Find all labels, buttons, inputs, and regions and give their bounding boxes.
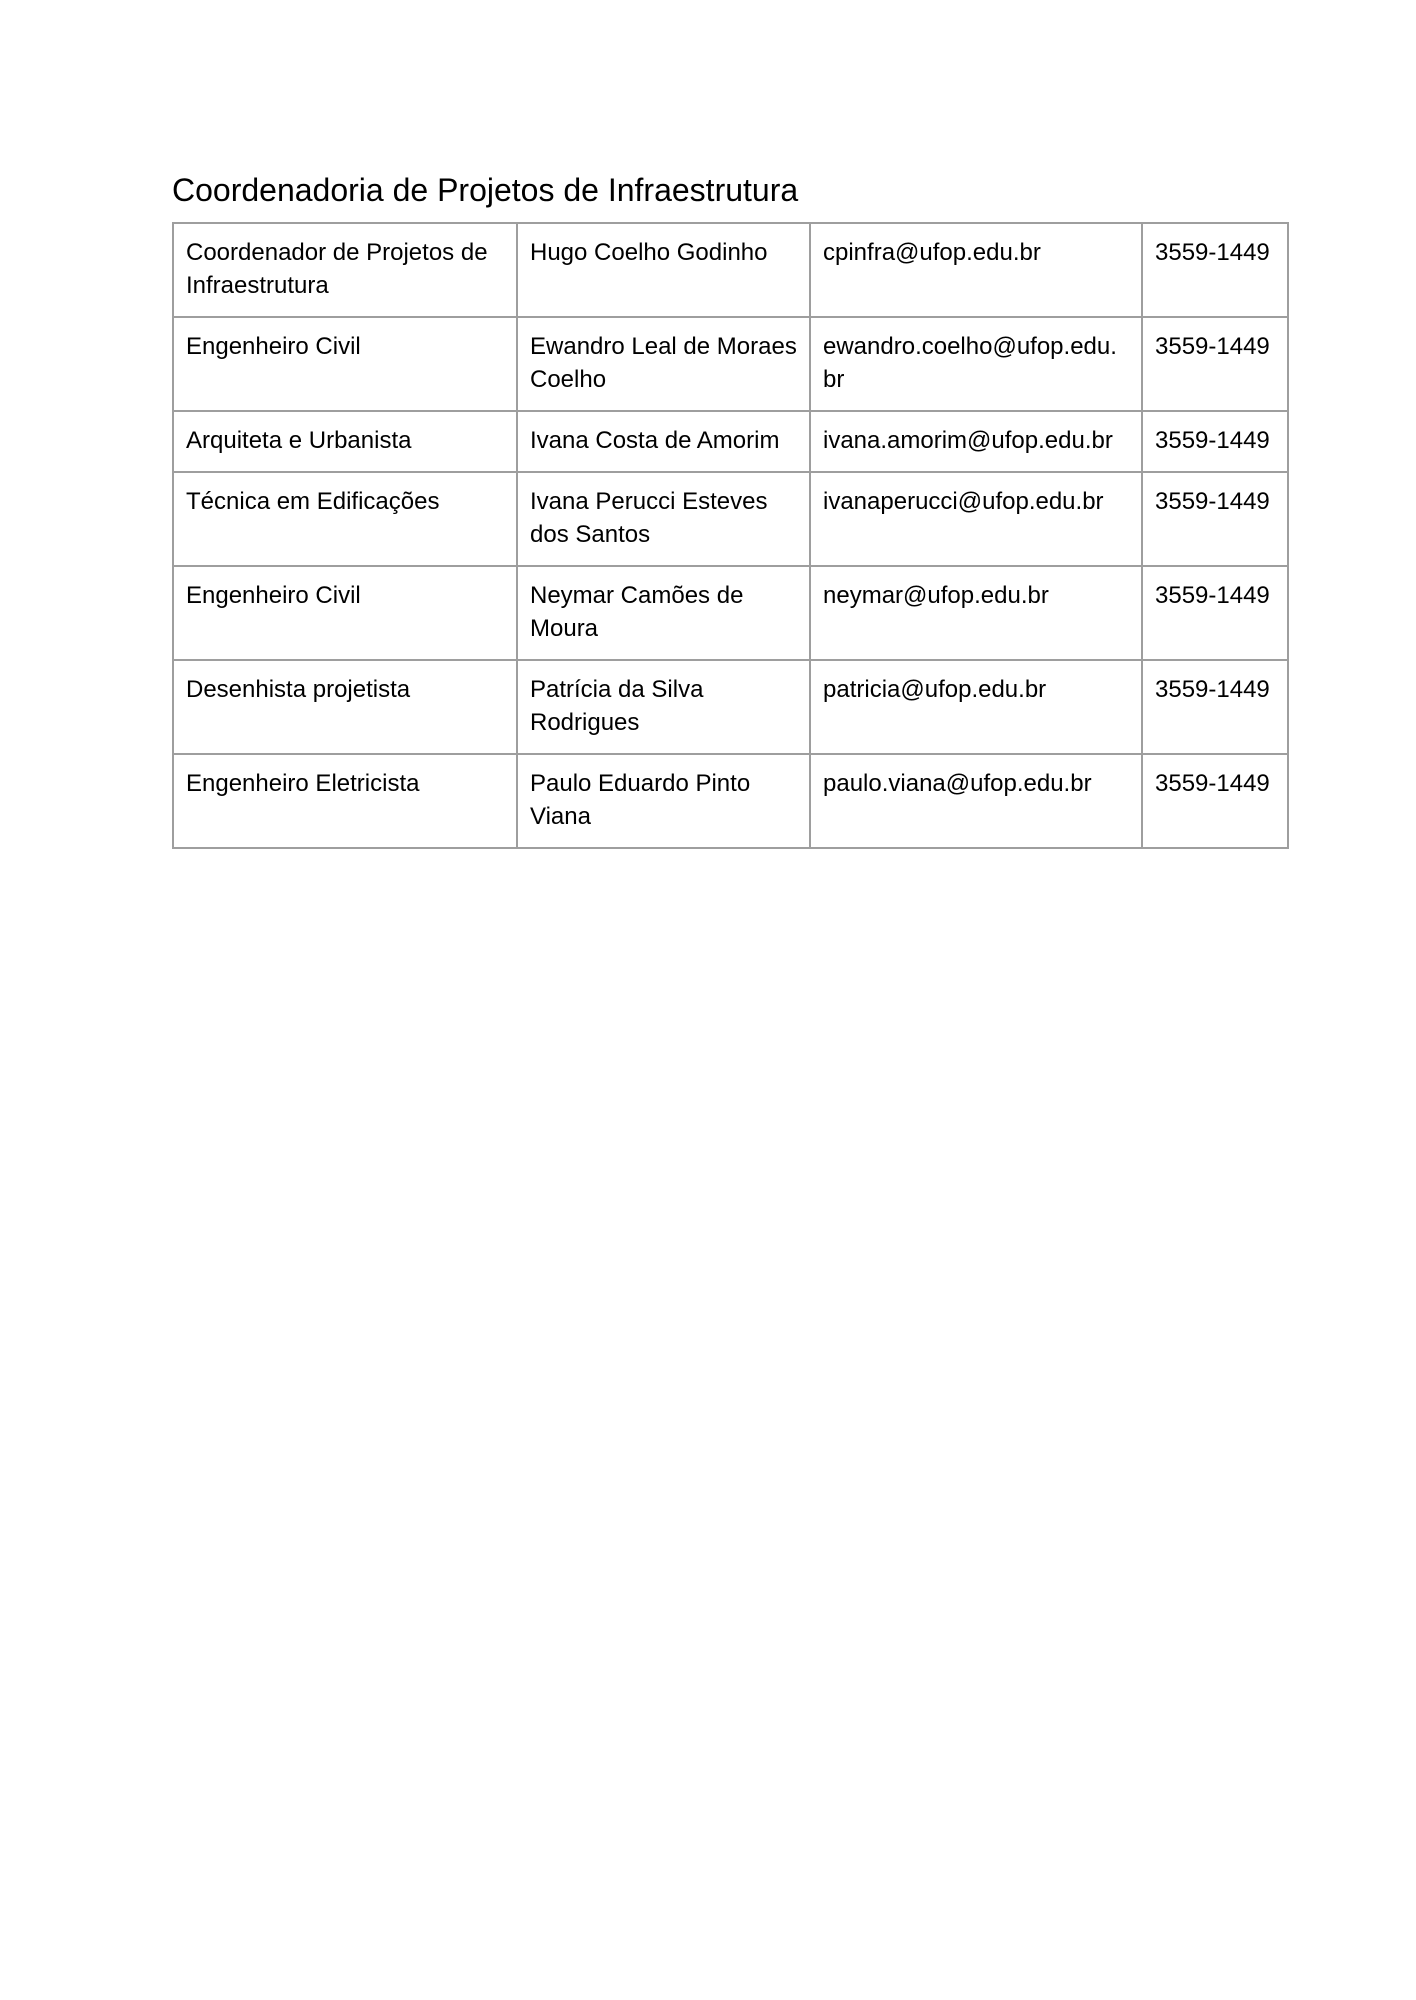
name-cell: Patrícia da Silva Rodrigues: [517, 660, 810, 754]
role-cell: Coordenador de Projetos de Infraestrutura: [173, 223, 517, 317]
phone-cell: 3559-1449: [1142, 754, 1288, 848]
table-row: [173, 660, 1288, 754]
page-title: Coordenadoria de Projetos de Infraestrutura: [172, 172, 799, 208]
name-cell: Hugo Coelho Godinho: [517, 223, 810, 317]
phone-cell: 3559-1449: [1142, 223, 1288, 317]
table-row: [173, 566, 1288, 660]
table-row: [173, 472, 1288, 566]
phone-cell: 3559-1449: [1142, 411, 1288, 472]
phone-cell: 3559-1449: [1142, 472, 1288, 566]
name-cell: Ivana Costa de Amorim: [517, 411, 810, 472]
email-cell: ewandro.coelho@ufop.edu.br: [810, 317, 1142, 411]
role-cell: Engenheiro Civil: [173, 317, 517, 411]
name-cell: Neymar Camões de Moura: [517, 566, 810, 660]
role-cell: Técnica em Edificações: [173, 472, 517, 566]
name-cell: Paulo Eduardo Pinto Viana: [517, 754, 810, 848]
role-cell: Desenhista projetista: [173, 660, 517, 754]
name-cell: Ivana Perucci Esteves dos Santos: [517, 472, 810, 566]
table-row: [173, 411, 1288, 472]
email-cell: ivanaperucci@ufop.edu.br: [810, 472, 1142, 566]
email-cell: neymar@ufop.edu.br: [810, 566, 1142, 660]
email-cell: patricia@ufop.edu.br: [810, 660, 1142, 754]
phone-cell: 3559-1449: [1142, 566, 1288, 660]
email-cell: cpinfra@ufop.edu.br: [810, 223, 1142, 317]
table-row: [173, 317, 1288, 411]
role-cell: Engenheiro Civil: [173, 566, 517, 660]
phone-cell: 3559-1449: [1142, 660, 1288, 754]
table-row: [173, 754, 1288, 848]
email-cell: ivana.amorim@ufop.edu.br: [810, 411, 1142, 472]
role-cell: Engenheiro Eletricista: [173, 754, 517, 848]
role-cell: Arquiteta e Urbanista: [173, 411, 517, 472]
staff-table: [172, 222, 1289, 849]
table-row: [173, 223, 1288, 317]
email-cell: paulo.viana@ufop.edu.br: [810, 754, 1142, 848]
phone-cell: 3559-1449: [1142, 317, 1288, 411]
name-cell: Ewandro Leal de Moraes Coelho: [517, 317, 810, 411]
